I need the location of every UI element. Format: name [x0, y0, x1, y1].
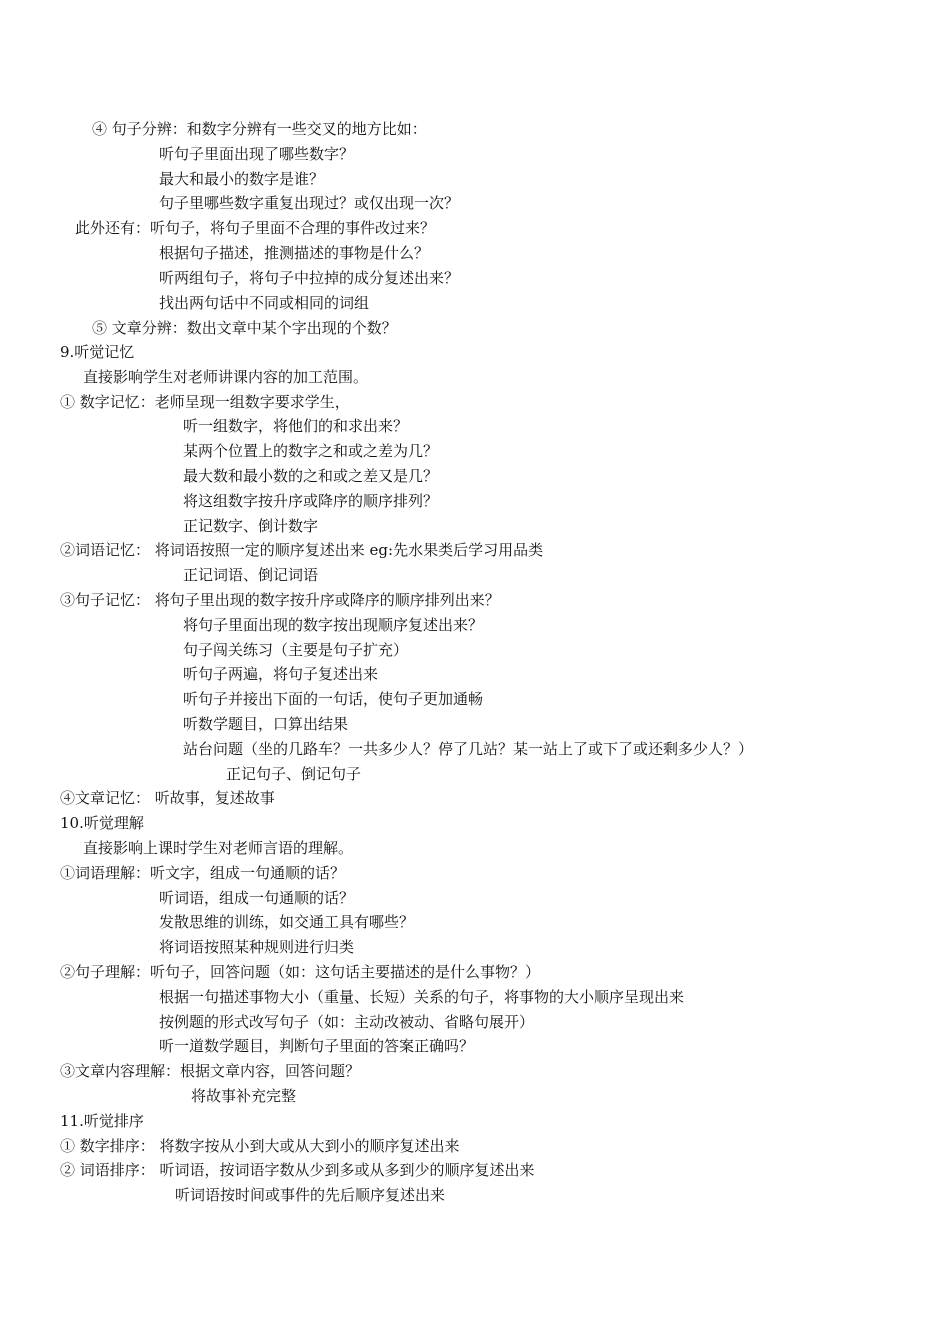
list-item: 找出两句话中不同或相同的词组	[159, 294, 370, 312]
list-item: 听一组数字，将他们的和求出来？	[183, 417, 409, 435]
list-item: 正记数字、倒计数字	[183, 517, 319, 535]
list-item: 将故事补充完整	[191, 1087, 297, 1105]
list-item: 站台问题（坐的几路车？一共多少人？停了几站？某一站上了或下了或还剩多少人？）	[183, 740, 754, 758]
number-sort-line: ① 数字排序： 将数字按从小到大或从大到小的顺序复述出来	[60, 1137, 460, 1155]
list-item: 正记词语、倒记词语	[183, 566, 319, 584]
list-item: 某两个位置上的数字之和或之差为几？	[183, 442, 439, 460]
list-item: 正记句子、倒记句子	[226, 765, 362, 783]
list-item: 将句子里面出现的数字按出现顺序复述出来？	[183, 616, 484, 634]
section-10-intro: 直接影响上课时学生对老师言语的理解。	[83, 839, 354, 857]
list-item: 将词语按照某种规则进行归类	[159, 938, 355, 956]
list-item: 听句子两遍，将句子复述出来	[183, 665, 379, 683]
section-9-heading: 9.听觉记忆	[60, 343, 135, 361]
list-item: 根据一句描述事物大小（重量、长短）关系的句子，将事物的大小顺序呈现出来	[159, 988, 685, 1006]
list-item: 将这组数字按升序或降序的顺序排列？	[183, 492, 439, 510]
list-item: 听词语，组成一句通顺的话？	[159, 889, 355, 907]
section-9-intro: 直接影响学生对老师讲课内容的加工范围。	[83, 368, 369, 386]
word-memory-line: ②词语记忆： 将词语按照一定的顺序复述出来 eg:先水果类后学习用品类	[60, 541, 544, 559]
list-item: 听词语按时间或事件的先后顺序复述出来	[175, 1186, 446, 1204]
additional-lead-line: 此外还有：听句子，将句子里面不合理的事件改过来？	[75, 219, 436, 237]
sentence-discrimination-line: ④ 句子分辨：和数字分辨有一些交叉的地方比如：	[92, 120, 427, 138]
list-item: 听数学题目，口算出结果	[183, 715, 349, 733]
list-item: 句子里哪些数字重复出现过？或仅出现一次？	[159, 194, 460, 212]
list-item: 听两组句子，将句子中拉掉的成分复述出来？	[159, 269, 460, 287]
sentence-understanding-line: ②句子理解：听句子，回答问题（如：这句话主要描述的是什么事物？）	[60, 963, 541, 981]
word-sort-line: ② 词语排序： 听词语，按词语字数从少到多或从多到少的顺序复述出来	[60, 1161, 535, 1179]
word-understanding-line: ①词语理解：听文字，组成一句通顺的话？	[60, 864, 346, 882]
list-item: 听句子并接出下面的一句话，使句子更加通畅	[183, 690, 484, 708]
list-item: 句子闯关练习（主要是句子扩充）	[183, 641, 409, 659]
list-item: 听一道数学题目，判断句子里面的答案正确吗？	[159, 1037, 475, 1055]
list-item: 最大和最小的数字是谁？	[159, 170, 325, 188]
section-11-heading: 11.听觉排序	[60, 1112, 144, 1130]
number-memory-line: ① 数字记忆：老师呈现一组数字要求学生，	[60, 393, 350, 411]
article-understanding-line: ③文章内容理解：根据文章内容，回答问题？	[60, 1062, 361, 1080]
article-discrimination-line: ⑤ 文章分辨：数出文章中某个字出现的个数？	[92, 319, 397, 337]
list-item: 根据句子描述，推测描述的事物是什么？	[159, 244, 430, 262]
list-item: 听句子里面出现了哪些数字？	[159, 145, 355, 163]
article-memory-line: ④文章记忆： 听故事，复述故事	[60, 789, 275, 807]
list-item: 发散思维的训练，如交通工具有哪些？	[159, 913, 415, 931]
sentence-memory-line: ③句子记忆： 将句子里出现的数字按升序或降序的顺序排列出来？	[60, 591, 500, 609]
list-item: 按例题的形式改写句子（如：主动改被动、省略句展开）	[159, 1013, 535, 1031]
section-10-heading: 10.听觉理解	[60, 814, 144, 832]
list-item: 最大数和最小数的之和或之差又是几？	[183, 467, 439, 485]
